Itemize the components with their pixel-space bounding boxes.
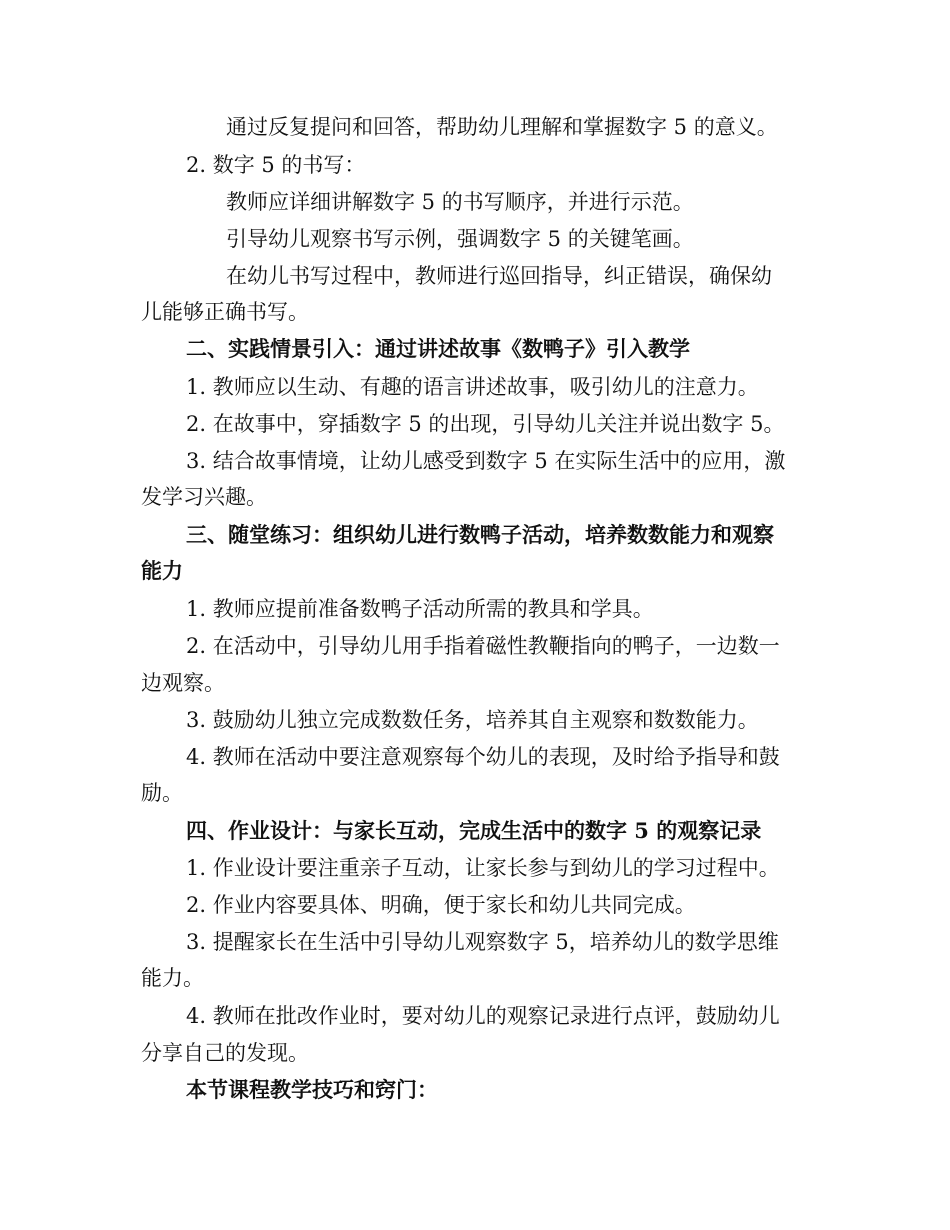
list-item: 2. 在故事中，穿插数字 5 的出现，引导幼儿关注并说出数字 5。: [186, 412, 785, 436]
list-item-continuation: 发学习兴趣。: [141, 485, 267, 509]
list-item: 3. 鼓励幼儿独立完成数数任务，培养其自主观察和数数能力。: [186, 708, 759, 732]
list-item: 1. 教师应以生动、有趣的语言讲述故事，吸引幼儿的注意力。: [186, 375, 759, 399]
paragraph-line: 儿能够正确书写。: [141, 300, 309, 324]
list-item: 2. 在活动中，引导幼儿用手指着磁性教鞭指向的鸭子，一边数一: [186, 634, 780, 658]
list-item: 3. 结合故事情境，让幼儿感受到数字 5 在实际生活中的应用，激: [186, 449, 786, 473]
list-item: 2. 作业内容要具体、明确，便于家长和幼儿共同完成。: [186, 893, 696, 917]
list-item-continuation: 边观察。: [141, 671, 225, 695]
section-heading: 二、实践情景引入：通过讲述故事《数鸭子》引入教学: [186, 336, 690, 361]
list-item-continuation: 能力。: [141, 966, 204, 990]
section-heading: 四、作业设计：与家长互动，完成生活中的数字 5 的观察记录: [186, 818, 762, 843]
paragraph-line: 教师应详细讲解数字 5 的书写顺序，并进行示范。: [226, 190, 694, 214]
list-item: 4. 教师在批改作业时，要对幼儿的观察记录进行点评，鼓励幼儿: [186, 1004, 780, 1028]
section-heading-continuation: 能力: [141, 558, 183, 583]
section-heading: 三、随堂练习：组织幼儿进行数鸭子活动，培养数数能力和观察: [186, 522, 774, 547]
list-item: 3. 提醒家长在生活中引导幼儿观察数字 5，培养幼儿的数学思维: [186, 930, 779, 954]
section-heading: 本节课程教学技巧和窍门：: [186, 1077, 438, 1102]
paragraph-line: 在幼儿书写过程中，教师进行巡回指导，纠正错误，确保幼: [226, 264, 772, 288]
list-item-continuation: 分享自己的发现。: [141, 1041, 309, 1065]
list-item: 2. 数字 5 的书写：: [186, 153, 366, 177]
list-item-continuation: 励。: [141, 781, 183, 805]
list-item: 1. 作业设计要注重亲子互动，让家长参与到幼儿的学习过程中。: [186, 856, 780, 880]
list-item: 1. 教师应提前准备数鸭子活动所需的教具和学具。: [186, 597, 654, 621]
paragraph-line: 引导幼儿观察书写示例，强调数字 5 的关键笔画。: [226, 227, 694, 251]
paragraph-line: 通过反复提问和回答，帮助幼儿理解和掌握数字 5 的意义。: [226, 115, 778, 139]
list-item: 4. 教师在活动中要注意观察每个幼儿的表现，及时给予指导和鼓: [186, 745, 780, 769]
